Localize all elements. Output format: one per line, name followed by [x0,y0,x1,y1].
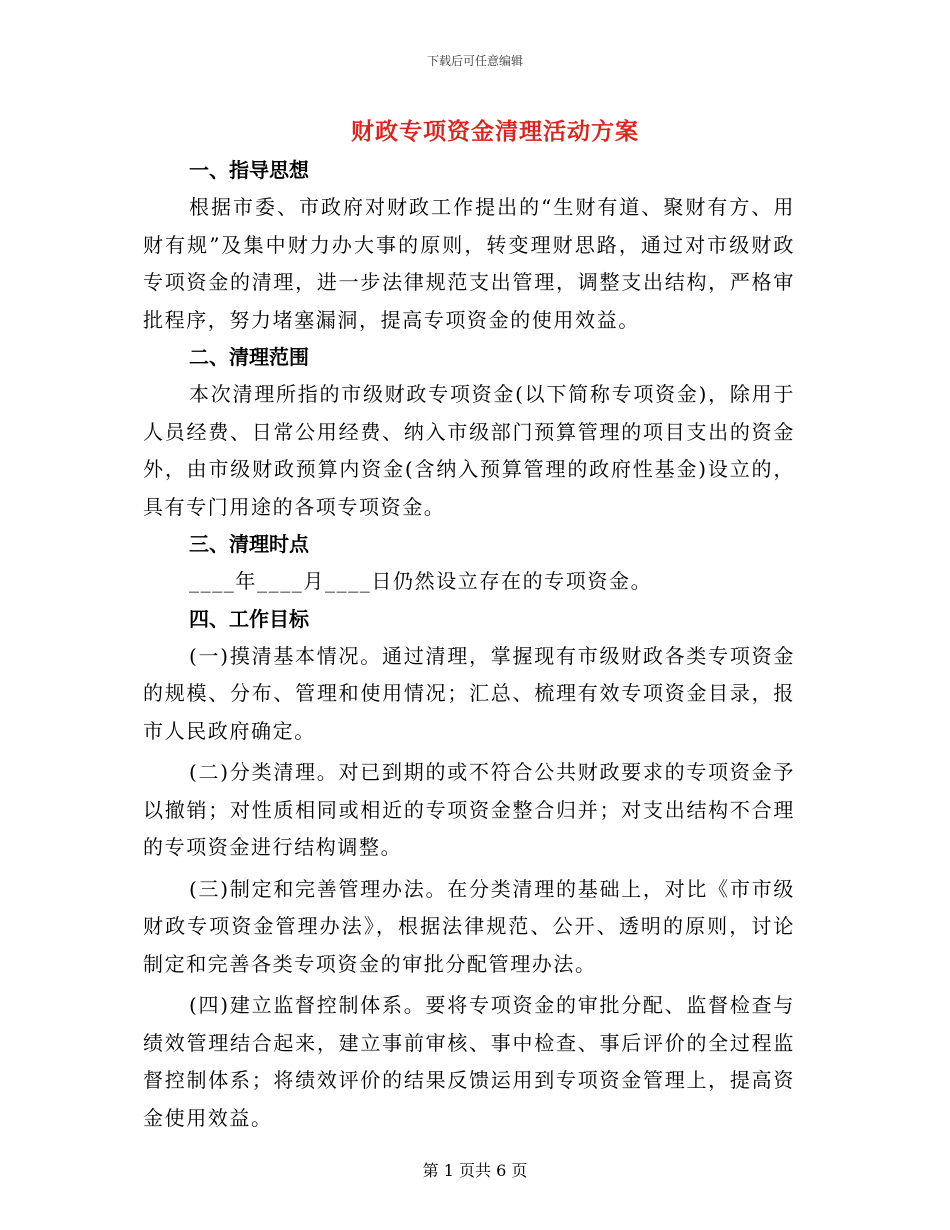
section-4-paragraph-4: (四)建立监督控制体系。要将专项资金的审批分配、监督检查与绩效管理结合起来，建立事前审核、事中检查、事后评价的全过程监督控制体系；将绩效评价的结果反馈运用到专项资金管理上，提高资金使用效益。 [143,993,795,1130]
section-2-paragraph-1: 本次清理所指的市级财政专项资金(以下简称专项资金)，除用于人员经费、日常公用经费、纳入市级部门预算管理的项目支出的资金外，由市级财政预算内资金(含纳入预算管理的政府性基金)设立的，具有专门用途的各项专项资金。 [143,382,795,519]
document-body [143,152,795,1137]
section-heading-3: 三、清理时点 [189,532,309,556]
section-4-paragraph-3: (三)制定和完善管理办法。在分类清理的基础上，对比《市市级财政专项资金管理办法》，根据法律规范、公开、透明的原则，讨论制定和完善各类专项资金的审批分配管理办法。 [143,876,795,976]
section-4-paragraph-2: (二)分类清理。对已到期的或不符合公共财政要求的专项资金予以撤销；对性质相同或相近的专项资金整合归并；对支出结构不合理的专项资金进行结构调整。 [143,760,795,859]
document-title: 财政专项资金清理活动方案 [351,119,639,145]
section-heading-4: 四、工作目标 [189,606,309,631]
section-heading-2: 二、清理范围 [189,345,309,369]
section-4-paragraph-1: (一)摸清基本情况。通过清理，掌握现有市级财政各类专项资金的规模、分布、管理和使用情况；汇总、梳理有效专项资金目录，报市人民政府确定。 [143,643,795,743]
section-heading-1: 一、指导思想 [189,158,309,182]
header-note: 下载后可任意编辑 [426,54,523,68]
page-footer: 第 1 页共 6 页 [422,1161,528,1180]
section-3-paragraph-1: ____年____月____日仍然设立存在的专项资金。 [189,569,653,593]
section-1-paragraph-1: 根据市委、市政府对财政工作提出的“生财有道、聚财有方、用财有规”及集中财力办大事的原则，转变理财思路，通过对市级财政专项资金的清理，进一步法律规范支出管理，调整支出结构，严格审批程序，努力堵塞漏洞，提高专项资金的使用效益。 [143,195,795,332]
